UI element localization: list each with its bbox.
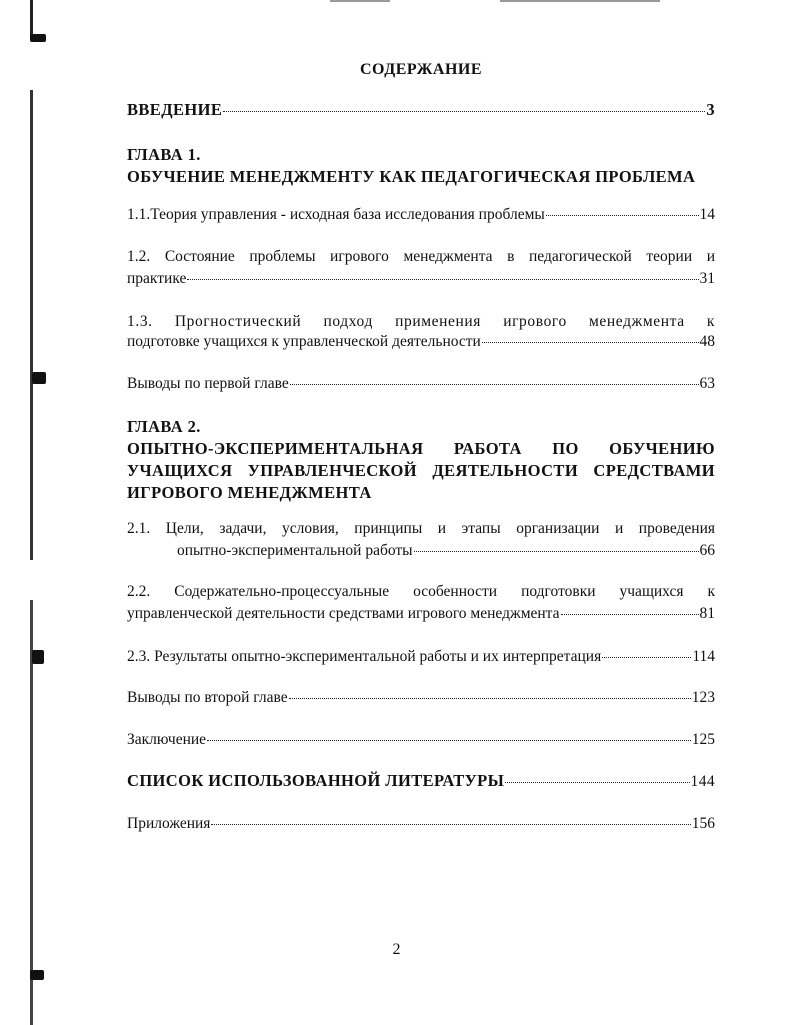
dot-leader: [505, 782, 689, 783]
dot-leader: [482, 342, 699, 343]
dot-leader: [187, 279, 698, 280]
toc-page-number: 114: [692, 648, 715, 665]
toc-page-number: 66: [699, 542, 715, 559]
scan-artifact: [330, 0, 390, 2]
toc-page-number: 144: [690, 773, 715, 790]
dot-leader: [289, 698, 691, 699]
toc-entry-1-3[interactable]: подготовке учащихся к управленческой деятельности 48: [127, 333, 715, 350]
scan-mark: [30, 34, 46, 42]
toc-entry-intro[interactable]: ВВЕДЕНИЕ 3: [127, 100, 715, 119]
toc-entry-2-1-line1[interactable]: 2.1. Цели, задачи, условия, принципы и этапы организации и проведения: [127, 520, 715, 537]
toc-page-number: 63: [699, 375, 715, 392]
page-title: СОДЕРЖАНИЕ: [359, 61, 483, 78]
toc-page-number: 48: [699, 333, 715, 350]
scan-binding-edge: [30, 0, 33, 1025]
chapter-label: ГЛАВА 1.: [127, 145, 201, 164]
toc-entry-1-2-line1[interactable]: 1.2. Состояние проблемы игрового менеджмента в педагогической теории и: [127, 248, 715, 265]
toc-entry-2-3[interactable]: 2.3. Результаты опытно-экспериментальной работы и их интерпретация 114: [127, 648, 715, 665]
scan-artifact: [500, 0, 660, 2]
toc-entry-2-1[interactable]: опытно-экспериментальной работы 66: [177, 542, 715, 559]
dot-leader: [211, 824, 690, 825]
chapter-1-heading: [127, 144, 715, 188]
page-number: 2: [392, 941, 401, 958]
toc-entry-conclusions-1[interactable]: Выводы по первой главе 63: [127, 375, 715, 392]
toc-page-number: 14: [699, 206, 715, 223]
toc-page-number: 81: [699, 605, 715, 622]
dot-leader: [602, 657, 691, 658]
dot-leader: [546, 215, 699, 216]
toc-page-number: 123: [691, 689, 715, 706]
toc-entry-1-1[interactable]: 1.1.Теория управления - исходная база исследования проблемы 14: [127, 206, 715, 223]
dot-leader: [414, 551, 699, 552]
toc-entry-2-2[interactable]: управленческой деятельности средствами игрового менеджмента 81: [127, 605, 715, 622]
toc-entry-1-2[interactable]: практике 31: [127, 270, 715, 287]
toc-page-number: 3: [706, 100, 715, 119]
chapter-title[interactable]: ОБУЧЕНИЕ МЕНЕДЖМЕНТУ КАК ПЕДАГОГИЧЕСКАЯ ПРОБЛЕМА: [127, 167, 696, 186]
dot-leader: [207, 740, 691, 741]
chapter-2-heading: [127, 416, 715, 504]
chapter-label: ГЛАВА 2.: [127, 417, 201, 436]
toc-page-number: 125: [691, 731, 715, 748]
scan-mark: [32, 372, 46, 384]
toc-entry-appendix[interactable]: Приложения 156: [127, 815, 715, 832]
toc-entry-1-3-line1[interactable]: 1.3. Прогностический подход применения игрового менеджмента к: [127, 313, 715, 330]
toc-entry-conclusion[interactable]: Заключение 125: [127, 731, 715, 748]
toc-entry-2-2-line1[interactable]: 2.2. Содержательно-процессуальные особенности подготовки учащихся к: [127, 583, 715, 600]
toc-page-number: 31: [699, 270, 715, 287]
toc-page-number: 156: [691, 815, 715, 832]
dot-leader: [223, 111, 705, 112]
scan-mark: [32, 650, 44, 664]
toc-entry-bibliography[interactable]: СПИСОК ИСПОЛЬЗОВАННОЙ ЛИТЕРАТУРЫ 144: [127, 771, 715, 790]
chapter-title-line[interactable]: УЧАЩИХСЯ УПРАВЛЕНЧЕСКОЙ ДЕЯТЕЛЬНОСТИ СРЕДСТВАМИ: [127, 461, 715, 480]
chapter-title-line[interactable]: ИГРОВОГО МЕНЕДЖМЕНТА: [127, 483, 372, 502]
dot-leader: [290, 384, 699, 385]
scan-mark: [30, 970, 44, 980]
dot-leader: [561, 614, 699, 615]
chapter-title-line[interactable]: ОПЫТНО-ЭКСПЕРИМЕНТАЛЬНАЯ РАБОТА ПО ОБУЧЕНИЮ: [127, 439, 715, 458]
toc-entry-conclusions-2[interactable]: Выводы по второй главе 123: [127, 689, 715, 706]
